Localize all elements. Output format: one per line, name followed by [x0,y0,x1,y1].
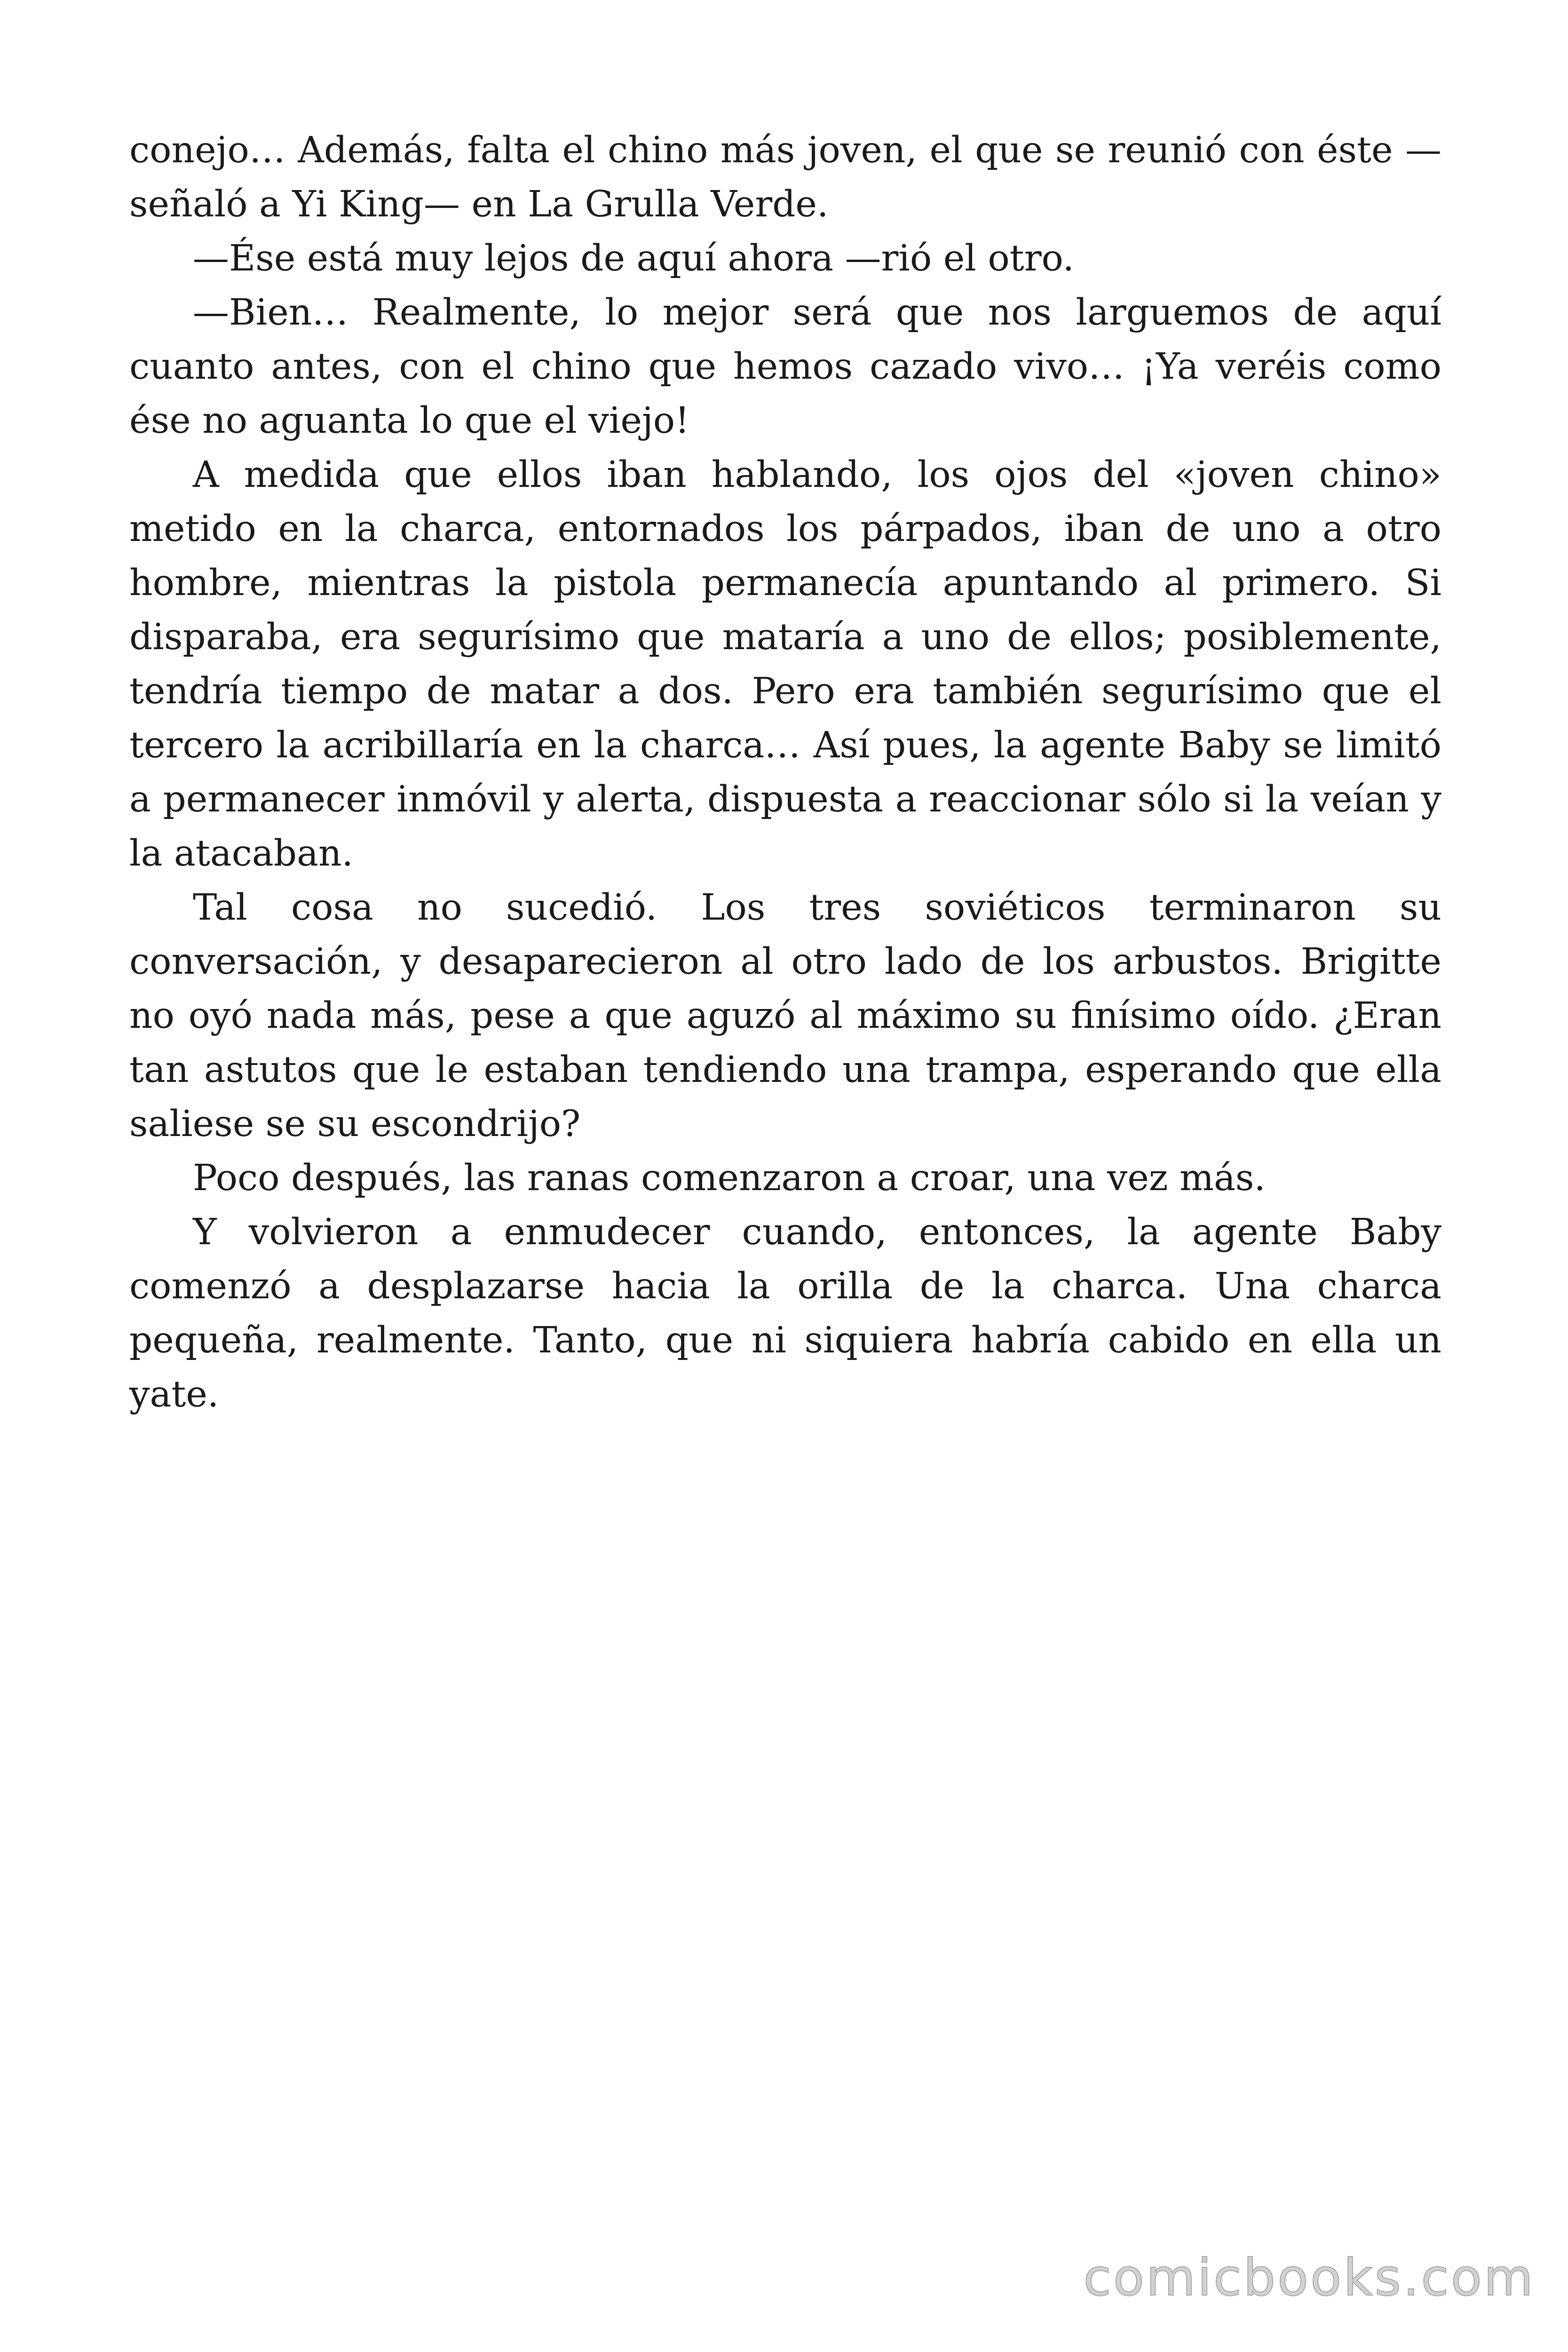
paragraph-2: —Ése está muy lejos de aquí ahora —rió el otro. [193,238,1074,279]
watermark-logo: comicbooks.com [1083,2249,1535,2307]
paragraph-7: Y volvieron a enmudecer cuando, entonces, la agente Baby comenzó a desplazarse hacia la orilla de la charca. Una charca pequeña, realmente. Tanto, que ni siquiera habría cabido en ella un yate. [129,1211,1441,1415]
paragraph-4: A medida que ellos iban hablando, los ojos del «joven chino» metido en la charca, entornados los párpados, iban de uno a otro hombre, mientras la pistola permanecía apuntando al primero. Si disparaba, era segurísimo que mataría a uno de ellos; posiblemente, tendría tiempo de matar a dos. Pero era también segurísimo que el tercero la acribillaría en la charca… Así pues, la agente Baby se limitó a permanecer inmóvil y alerta, dispuesta a reaccionar sólo si la veían y la atacaban. [129,454,1441,874]
paragraph-6: Poco después, las ranas comenzaron a croar, una vez más. [193,1157,1266,1199]
paragraph-5: Tal cosa no sucedió. Los tres soviéticos terminaron su conversación, y desaparecieron al otro lado de los arbustos. Brigitte no oyó nada más, pese a que aguzó al máximo su finísimo oído. ¿Eran tan astutos que le estaban tendiendo una trampa, esperando que ella saliese se su escondrijo? [129,887,1441,1145]
page-body [129,123,1441,1422]
paragraph-1: conejo… Además, falta el chino más joven, el que se reunió con éste —señaló a Yi King— en La Grulla Verde. [129,129,1441,225]
paragraph-3: —Bien… Realmente, lo mejor será que nos larguemos de aquí cuanto antes, con el chino que hemos cazado vivo… ¡Ya veréis como ése no aguanta lo que el viejo! [129,292,1441,442]
